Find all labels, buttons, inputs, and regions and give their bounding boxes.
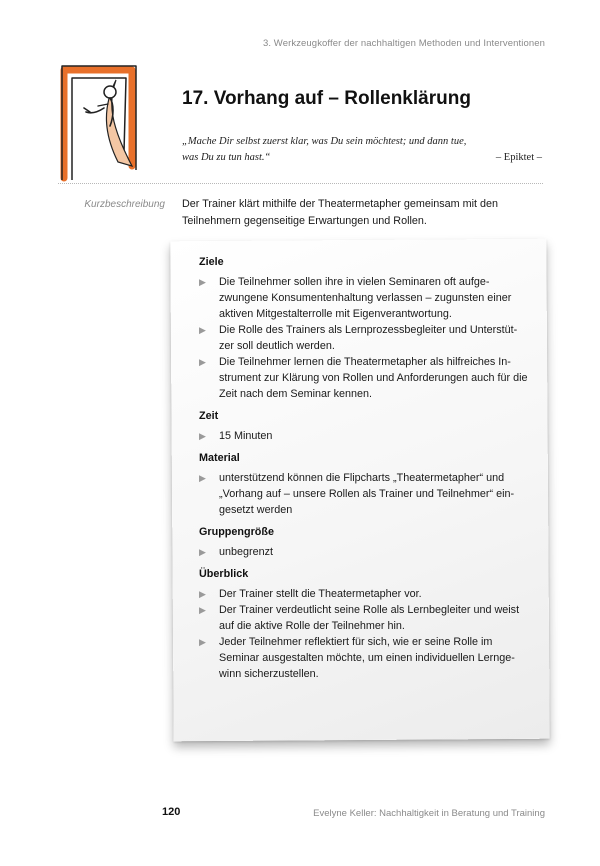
summary-label: Kurzbeschreibung	[84, 199, 165, 210]
list-item: ▶ Der Trainer stellt die Theatermetapher vor.	[199, 588, 422, 600]
triangle-bullet-icon: ▶	[199, 605, 206, 615]
triangle-bullet-icon: ▶	[199, 357, 206, 367]
list-item: ▶ Der Trainer verdeutlicht seine Rolle als Lernbegleiter und weist auf die aktive Rolle der Teilnehmer hin.	[199, 604, 520, 632]
list-item: ▶ 15 Minuten	[199, 430, 273, 442]
section-ziele	[199, 256, 529, 402]
list-item: ▶ Jeder Teilnehmer reflektiert für sich, wie er seine Rolle im Seminar ausgestalten möchte, um einen individuellen Lernge- winn sicherzustellen.	[199, 636, 515, 680]
section-title: Zeit	[199, 410, 219, 422]
page-number: 120	[162, 806, 181, 818]
quote-line-2: was Du zu tun hast.“	[182, 152, 271, 163]
list-item: ▶ unterstützend können die Flipcharts „Theatermetapher“ und „Vorhang auf – unsere Rollen als Trainer und Teilnehmer“ ein- gesetzt werden	[199, 472, 515, 516]
section-title: Gruppengröße	[199, 526, 274, 538]
section-material	[199, 452, 529, 518]
section-title: Material	[199, 452, 240, 464]
quote-author: – Epiktet –	[495, 152, 542, 163]
list-item: ▶ unbegrenzt	[199, 546, 274, 558]
list-item: ▶ Die Rolle des Trainers als Lernprozessbegleiter und Unterstüt- zer soll deutlich werden.	[199, 324, 518, 352]
info-card-content	[199, 256, 529, 690]
section-zeit	[199, 410, 529, 444]
triangle-bullet-icon: ▶	[199, 547, 206, 557]
page-title: 17. Vorhang auf – Rollenklärung	[182, 88, 471, 109]
quote-line-1: „Mache Dir selbst zuerst klar, was Du sein möchtest; und dann tue,	[182, 136, 467, 147]
section-title: Ziele	[199, 256, 224, 268]
quote	[182, 134, 542, 166]
chapter-header: 3. Werkzeugkoffer der nachhaltigen Methoden und Interventionen	[262, 38, 545, 49]
section-ueberblick	[199, 568, 529, 682]
triangle-bullet-icon: ▶	[199, 277, 206, 287]
section-gruppengroesse	[199, 526, 529, 560]
section-title: Überblick	[199, 568, 249, 580]
triangle-bullet-icon: ▶	[199, 589, 206, 599]
book-citation: Evelyne Keller: Nachhaltigkeit in Beratung und Training	[313, 808, 545, 819]
divider	[58, 183, 543, 184]
summary-text: Der Trainer klärt mithilfe der Theatermetapher gemeinsam mit den Teilnehmern gegenseitige Erwartungen und Rollen.	[182, 198, 499, 227]
triangle-bullet-icon: ▶	[199, 473, 206, 483]
triangle-bullet-icon: ▶	[199, 637, 206, 647]
stage-curtain-figure-icon	[58, 62, 140, 182]
list-item: ▶ Die Teilnehmer sollen ihre in vielen Seminaren oft aufge- zwungene Konsumentenhaltung verlassen – zugunsten einer aktiven Mitgestalterrolle mit Eigenverantwortung.	[199, 276, 512, 320]
triangle-bullet-icon: ▶	[199, 325, 206, 335]
list-item: ▶ Die Teilnehmer lernen die Theatermetapher als hilfreiches In- strument zur Klärung von Rollen und Anforderungen auch für die Zeit nach dem Seminar kennen.	[199, 356, 528, 400]
triangle-bullet-icon: ▶	[199, 431, 206, 441]
